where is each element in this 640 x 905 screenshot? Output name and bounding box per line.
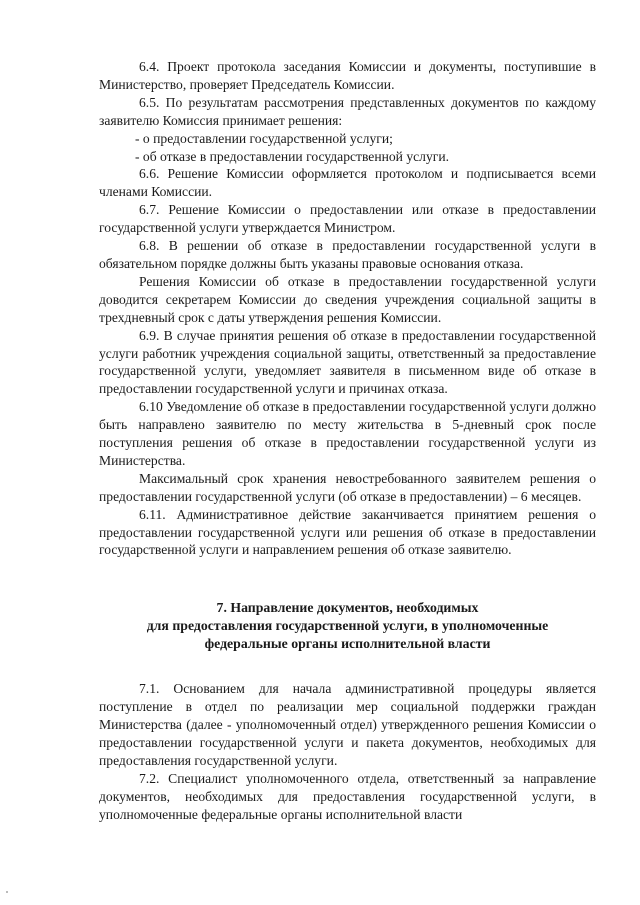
paragraph-7-2: 7.2. Специалист уполномоченного отдела, ответственный за направление документов, необходимых для предоставления государственной услуги, в уполномоченные федеральные органы исполнительной власти	[99, 770, 596, 822]
section-title-line: федеральные органы исполнительной власти	[204, 636, 491, 652]
paragraph-storage-period: Максимальный срок хранения невостребованного заявителем решения о предоставлении государственной услуги (об отказе в предоставлении) – 6 месяцев.	[99, 470, 596, 504]
paragraph-6-11: 6.11. Административное действие заканчивается принятием решения о предоставлении государственной услуги или решения об отказе в предоставлении государственной услуги и направлением решения об отказе заявителю.	[99, 506, 596, 558]
list-item: - об отказе в предоставлении государственной услуги.	[135, 148, 450, 164]
list-item: - о предоставлении государственной услуги;	[135, 130, 393, 146]
paragraph-6-10: 6.10 Уведомление об отказе в предоставлении государственной услуги должно быть направлено заявителю по месту жительства в 5-дневный срок после поступления решения об отказе в предоставлении государственной услуги из Министерства.	[99, 399, 596, 468]
paragraph-6-8: 6.8. В решении об отказе в предоставлении государственной услуги в обязательном порядке должны быть указаны правовые основания отказа.	[99, 238, 596, 271]
section-title-line: для предоставления государственной услуги, в уполномоченные	[146, 618, 549, 634]
section-title-line: 7. Направление документов, необходимых	[216, 600, 479, 616]
paragraph-7-1: 7.1. Основанием для начала административной процедуры является поступление в отдел по реализации мер социальной поддержки граждан Министерства (далее - уполномоченный отдел) утвержденного решения Комиссии о предоставлении государственной услуги и пакета документов, необходимых для предоставления государственной услуги.	[99, 681, 596, 768]
section-title	[99, 599, 596, 653]
scan-speck	[6, 891, 8, 893]
spacer	[99, 653, 596, 680]
paragraph-6-7: 6.7. Решение Комиссии о предоставлении или отказе в предоставлении государственной услуги утверждается Министром.	[99, 202, 596, 236]
paragraph-6-4: 6.4. Проект протокола заседания Комиссии и документы, поступившие в Министерство, проверяет Председатель Комиссии.	[99, 59, 596, 92]
paragraph-6-6: 6.6. Решение Комиссии оформляется протоколом и подписывается всеми членами Комиссии.	[99, 166, 596, 200]
paragraph-6-5: 6.5. По результатам рассмотрения представленных документов по каждому заявителю Комиссия принимает решения:	[99, 94, 596, 128]
paragraph-6-9: 6.9. В случае принятия решения об отказе в предоставлении государственной услуги работник учреждения социальной защиты, ответственный за предоставление государственной услуги, уведомляет заявителя в письменном виде об отказе в предоставлении государственной услуги и причинах отказа.	[99, 327, 596, 397]
paragraph-commission-decision: Решения Комиссии об отказе в предоставлении государственной услуги доводится секретарем Комиссии до сведения учреждения социальной защиты в трехдневный срок с даты утверждения решения Комиссии.	[99, 273, 596, 325]
